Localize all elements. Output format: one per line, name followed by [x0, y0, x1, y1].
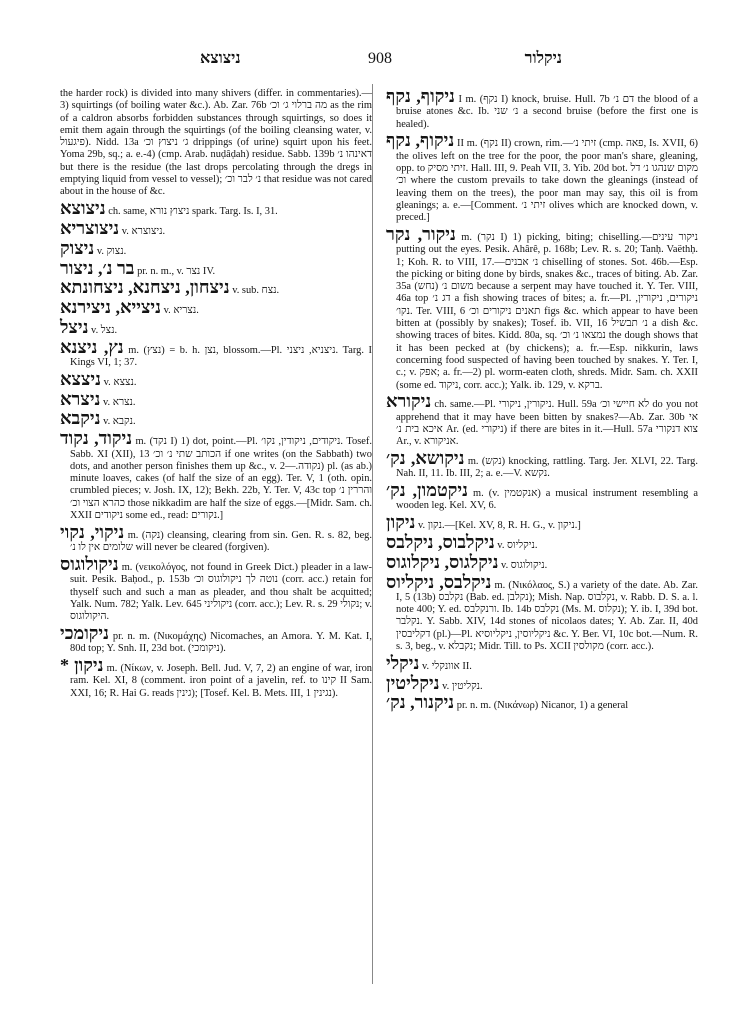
- dictionary-entry: [60, 299, 372, 317]
- left-column: [60, 88, 372, 701]
- entry-text: v. sub. נצח.: [232, 285, 280, 297]
- dictionary-entry: [386, 534, 698, 552]
- dictionary-entry: [60, 410, 372, 428]
- entry-headword: * ניקון: [60, 654, 104, 675]
- entry-text: v. נצריא.: [163, 305, 199, 317]
- entry-text: m. (v. אנקטמין) a musical instrument resembling a wooden leg. Kel. XV, 6.: [396, 488, 699, 512]
- entry-text: m. (νεικολόγος, not found in Greek Dict.) pleader in a law-suit. Pesik. Baḥod., p. 153b נוטה לך ניקולוגוס וכ׳ (corr. acc.) retain for thyself such and such a man as pleader, and thou shalt be acquitted; Yalk. Num. 782; Yalk. Lev. 645 ניקוליני (corr. acc.); Lev. R. s. 29 נקולי; v. היקולוגוס.: [70, 561, 373, 623]
- entry-text: v. נקליטין.: [442, 680, 483, 692]
- dictionary-entry: [60, 521, 372, 555]
- entry-text: ch. same, ניצוץ נורא spark. Targ. Is. I, 31.: [108, 206, 278, 218]
- dictionary-entry: [60, 200, 372, 218]
- entry-text: ch. same.—Pl. ניקורין, ניקורי. Hull. 59a לא חיישי וכ׳ do you not apprehend that it may have been bitten by snakes?—Ab. Zar. 30b אי איכא בית נ׳ Ar. (ed. ניקורי) if there are bites in it.—Hull. 57a צוא דנקורי Ar., v. אניקורא.: [396, 399, 698, 448]
- entry-text: m. (נקד I) 1) dot, point.—Pl. ניקודים, ניקודין, נקו׳. Tosef. Sabb. XI (XII), 13 הכותב שתי נ׳ וכ׳ if one writes (on the Sabbath) two dots, and another person finishes them up &c., v. נקודה.—2) pl. (as ab.) minute loaves, cakes (of half the size of an egg). Ter. V, 1 (oth. opin. crumbled pieces; v. Josh. IX, 12); Bekh. 22b, Y. Ter. V, 43c top והררין נ׳ כהרא הצוי וכ׳ those nikkadim are half the size of eggs.—[Midr. Sam. ch. XXII ניקודים some ed., read: נקורים.]: [70, 436, 373, 522]
- entry-headword: ניצוצריא: [60, 217, 120, 238]
- entry-headword: בר נ׳, ניצור: [60, 257, 135, 278]
- page-header: [60, 48, 700, 76]
- entry-text: II m. (נקף II) crown, rim.—זיתי נ׳ (cmp. פאה, Is. XVII, 6) the olives left on the tree for the poor, the poor man's share, gleaning, opp. to זיתי מסיק. Hall. III, 9. Peah VII, 3. Yib. 20d bot. מקום שנהגו נ׳ דל וכ׳ where the custom prevails to take down the gleanings (instead of leaving them on the trees), the poor man may say, this oil is from gleanings; a. e.—[Comment. זיתי נ׳ olives which are knocked down, v. preced.]: [396, 138, 699, 224]
- entry-text: pr. n. m., v. נצר IV.: [137, 265, 216, 277]
- dictionary-entry: [386, 672, 698, 693]
- entry-text: pr. n. m. (Νικομάχης) Nicomaches, an Amora. Y. M. Kat. I, 80d top; Y. Snh. II, 23d bot. (ניקומכי).: [70, 630, 372, 655]
- entry-text: v. נצוק.: [96, 245, 127, 257]
- entry-headword: ניקלי: [386, 652, 420, 673]
- entry-headword: ניקולוגוס: [60, 553, 119, 574]
- entry-text: v. נצצא.: [103, 376, 137, 388]
- dictionary-entry: [386, 223, 698, 392]
- entry-headword: ניקליטין: [386, 672, 440, 693]
- entry-text: m. (Νικόλαος, S.) a variety of the date. Ab. Zar. I, 5 (13b) נקלבס (Bab. ed. נקלבן); Mish. Nap. נקלבוס, v. Rabb. D. S. a. l. note 400; Y. ed. ורנקלבס. Ib. 14b נקלבס (Ms. M. נקלוס); Y. ib. I, 39d bot. נקלבר. Y. Sabb. XIV, 14d stones of nicolaos dates; Y. Ab. Zar. II, 40d דקליבסין (pl.)—Pl. ניקליוסין, ניקליוסיא &c. Y. Ber. VI, 10c bot.—Num. R. s. 3, beg., v. נקבלא; Midr. Till. to Ps. XCII מקולסין (corr. acc.).: [396, 579, 698, 653]
- entry-headword: ניקוף, נקף: [386, 130, 455, 151]
- entry-text: v. נצרא.: [103, 396, 136, 408]
- dictionary-entry: [386, 88, 698, 131]
- entry-headword: ניקלבס, ניקליוס: [386, 571, 492, 592]
- dictionary-entry: [386, 551, 698, 572]
- column-divider: [372, 84, 373, 984]
- entry-text: v. ניצוצרא.: [121, 225, 166, 237]
- dictionary-entry: [60, 217, 372, 238]
- dictionary-entry: [386, 694, 698, 712]
- right-running-headword: ניקלור: [524, 50, 562, 67]
- entry-headword: ניקומכי: [60, 622, 109, 643]
- entry-text: m. (נקש) knocking, rattling. Targ. Jer. XLVI, 22. Targ. Nah. II, 11. Ib. III, 2; a. e.—V. נקשא.: [396, 456, 698, 480]
- dictionary-entry: [60, 336, 373, 370]
- dictionary-entry: [60, 316, 372, 337]
- dictionary-entry: [60, 430, 372, 522]
- entry-headword: ניקוד, נקוד: [60, 428, 133, 449]
- dictionary-entry: [60, 237, 372, 258]
- dictionary-entry: [60, 88, 372, 199]
- entry-text: the harder rock) is divided into many shivers (differ. in commentaries).—3) squirtings (of boiling water &c.). Ab. Zar. 76b מה ברלוי ג׳ וכ׳ as the rim of a caldron absorbs forbidden substances through squirtings, so does it emit them again through the squirtings (of the boiling cleansing water, v. פיגעול). Nidd. 13a ג׳ ניצוץ וכ׳ drippings (of urine) squirt upon his feet. Yoma 29b, sq.; a. e.-4) (cmp. Arab. nuḍâḍah) residue. Sabb. 139b דאינהו נ׳ but there is the residue (the last drops percolating through the dregs in emptying liquid from vessel to vessel); נ׳ לבר וכ׳ that residue was not cared about in the house of &c.: [60, 88, 373, 198]
- entry-text: I m. (נקף I) knock, bruise. Hull. 7b דם נ׳ the blood of a bruise atones &c. Ib. נ׳ שני a second bruise (before the first one is healed).: [396, 94, 699, 130]
- dictionary-entry: [60, 622, 372, 656]
- entry-headword: ניצחון, ניצחנא, ניצחונתא: [60, 277, 230, 298]
- entry-headword: ניקורא: [386, 391, 432, 412]
- entry-text: m. (נקה) cleansing, clearing from sin. Gen. R. s. 82, beg. שלומים אין לו נ׳ will never be cleared (forgiven).: [70, 529, 372, 554]
- dictionary-entry: [386, 450, 698, 481]
- entry-text: v. נקבא.: [103, 416, 136, 428]
- entry-headword: ניקור, נקר: [386, 223, 456, 244]
- dictionary-entry: [60, 654, 372, 700]
- entry-text: m. (נצץ) = b. h. נצן, blossom.—Pl. ניצניא, ניצני. Targ. I Kings VI, 1; 37.: [70, 344, 373, 369]
- entry-text: v. נקון.—[Kel. XV, 8, R. H. G., v. ניקון.]: [418, 520, 581, 532]
- entry-headword: ניצוצא: [60, 198, 106, 219]
- left-running-headword: ניצוצא: [200, 50, 241, 67]
- entry-text: m. (Νίκων, v. Joseph. Bell. Jud. V, 7, 2) an engine of war, iron ram. Kel. XI, 8 (comment. iron point of a javelin, ref. to קינו II Sam. XXI, 16; R. Hai G. reads גינין); [Tosef. Kel. B. Mets. III, 1 נגינין).: [70, 662, 372, 699]
- dictionary-entry: [60, 388, 372, 409]
- dictionary-entry: [60, 257, 372, 278]
- entry-headword: ניצל: [60, 316, 89, 337]
- entry-headword: ניקנור, נק׳: [386, 692, 455, 713]
- entry-headword: ניקוי, נקוי: [60, 521, 125, 542]
- entry-text: v. נצל.: [91, 324, 118, 336]
- entry-headword: ניקון: [386, 512, 416, 533]
- dictionary-entry: [386, 652, 698, 673]
- entry-headword: נץ, ניצנא: [60, 336, 124, 357]
- entry-text: v. ניקולוגוס.: [501, 559, 548, 571]
- dictionary-entry: [60, 279, 372, 297]
- entry-text: v. ניקליוס.: [497, 540, 538, 551]
- dictionary-entry: [60, 368, 372, 389]
- entry-headword: ניצצא: [60, 368, 101, 389]
- entry-headword: ניצייא, ניצירנא: [60, 297, 161, 318]
- dictionary-entry: [60, 553, 373, 623]
- dictionary-entry: [386, 514, 698, 532]
- entry-text: pr. n. m. (Νικάνωρ) Nicanor, 1) a general: [456, 700, 629, 712]
- dictionary-entry: [386, 132, 698, 224]
- entry-headword: ניקלגוס, ניקלוגוס: [386, 551, 499, 572]
- entry-text: v. אוונקלי II.: [421, 660, 472, 672]
- entry-headword: ניקבא: [60, 408, 101, 429]
- dictionary-entry: [386, 571, 698, 654]
- entry-headword: ניקושא, נק׳: [386, 448, 465, 469]
- page-number: 908: [368, 50, 392, 67]
- dictionary-entry: [386, 482, 698, 513]
- entry-headword: ניקוף, נקף: [386, 86, 455, 106]
- entry-text: m. (נקר I) 1) picking, biting; chiselling.—ניקור עינים putting out the eyes. Pesik. Ahârê, p. 168b; Lev. R. s. 20; Tanḥ. Vaëthḥ. 1; Koh. R. to VIII, 17.—נ׳ אבנים chiselling of stones. Sot. 46b.—Esp. the picking or biting done by birds, snakes &c., traces of biting. Ab. Zar. 35a משום נ׳ (נחש) because a serpent may have touched it. Y. Ter. VIII, 46a top דג נ׳ a fish showing traces of bites; a. fr.—Pl. ניקורים, ניקורין, נקו׳. Ter. VIII, 6 תאנים ניקורים וכ׳ figs &c. which appear to have been bitten at (possibly by snakes); Tosef. ib. VII, 16 נ׳ תבשיל a dish &c. showing traces of bites. Kidd. 80a, sq. נמצאו נ׳ וכ׳ the dough shows that it has been pecked at (by chickens); a. fr.—Esp. nikkurin, laws concerning food suspected of having been touched by snakes. Y. Ter. I, c.; v. אפק; a. fr.—2) pl. worm-eaten cloth, shreds. Midr. Sam. ch. XXII (some ed. ניקוד, corr. acc.); Yalk. ib. 129, v. ברקא.: [396, 231, 698, 391]
- entry-headword: ניצוק: [60, 237, 95, 258]
- entry-headword: ניקלבוס, ניקלבס: [386, 532, 495, 552]
- dictionary-entry: [386, 393, 698, 448]
- right-column: [386, 88, 698, 714]
- entry-headword: ניקטמון, נק׳: [386, 480, 469, 501]
- entry-headword: ניצרא: [60, 388, 101, 409]
